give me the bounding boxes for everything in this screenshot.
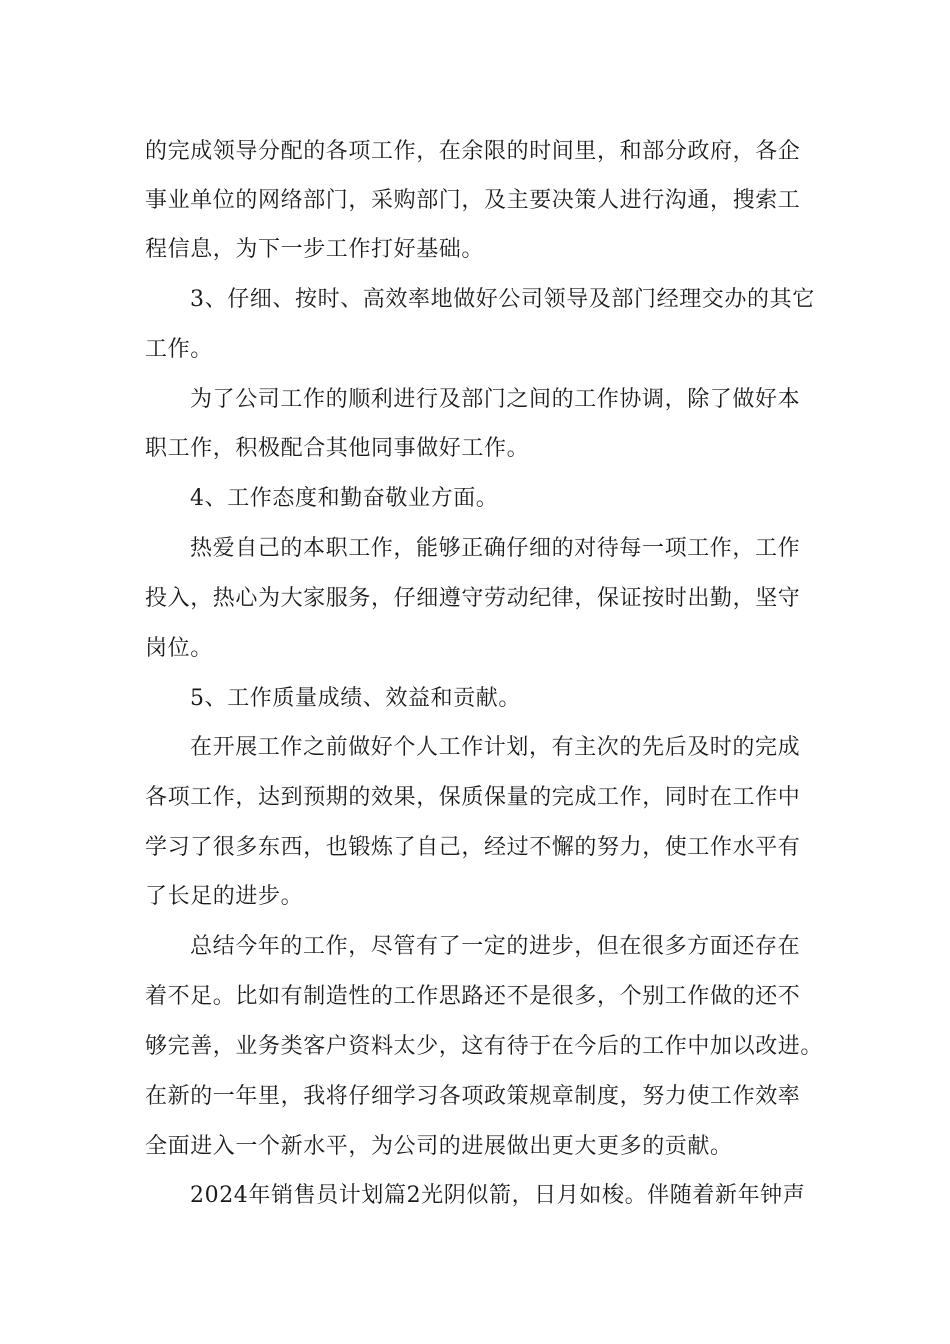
text-line: 4、工作态度和勤奋敬业方面。 [190,486,499,511]
text-line: 3、仔细、按时、高效率地做好公司领导及部门经理交办的其它 [190,287,815,312]
text-line: 的完成领导分配的各项工作，在余限的时间里，和部分政府，各企 [145,139,801,164]
text-line: 学习了很多东西，也锻炼了自己，经过不懈的努力，使工作水平有 [145,835,801,860]
text-line: 5、工作质量成绩、效益和贡献。 [190,686,521,711]
text-line: 事业单位的网络部门，采购部门，及主要决策人进行沟通，搜索工 [145,188,801,213]
text-line: 工作。 [145,337,213,362]
text-line: 为了公司工作的顺利进行及部门之间的工作协调，除了做好本 [190,387,801,412]
text-line: 着不足。比如有制造性的工作思路还不是很多，个别工作做的还不 [145,984,801,1009]
text-line: 程信息，为下一步工作打好基础。 [145,237,485,262]
text-line: 岗位。 [145,636,213,661]
text-line: 2024年销售员计划篇2光阴似箭，日月如梭。伴随着新年钟声 [190,1183,806,1208]
text-line: 总结今年的工作，尽管有了一定的进步，但在很多方面还存在 [190,934,801,959]
text-line: 投入，热心为大家服务，仔细遵守劳动纪律，保证按时出勤，坚守 [145,586,801,611]
text-line: 热爱自己的本职工作，能够正确仔细的对待每一项工作，工作 [190,536,801,561]
text-line: 在新的一年里，我将仔细学习各项政策规章制度，努力使工作效率 [145,1084,801,1109]
text-line: 了长足的进步。 [145,884,304,909]
text-line: 职工作，积极配合其他同事做好工作。 [145,436,530,461]
text-line: 够完善，业务类客户资料太少，这有待于在今后的工作中加以改进。 [145,1034,824,1059]
text-line: 全面进入一个新水平，为公司的进展做出更大更多的贡献。 [145,1134,733,1159]
text-line: 各项工作，达到预期的效果，保质保量的完成工作，同时在工作中 [145,785,801,810]
text-line: 在开展工作之前做好个人工作计划，有主次的先后及时的完成 [190,735,801,760]
